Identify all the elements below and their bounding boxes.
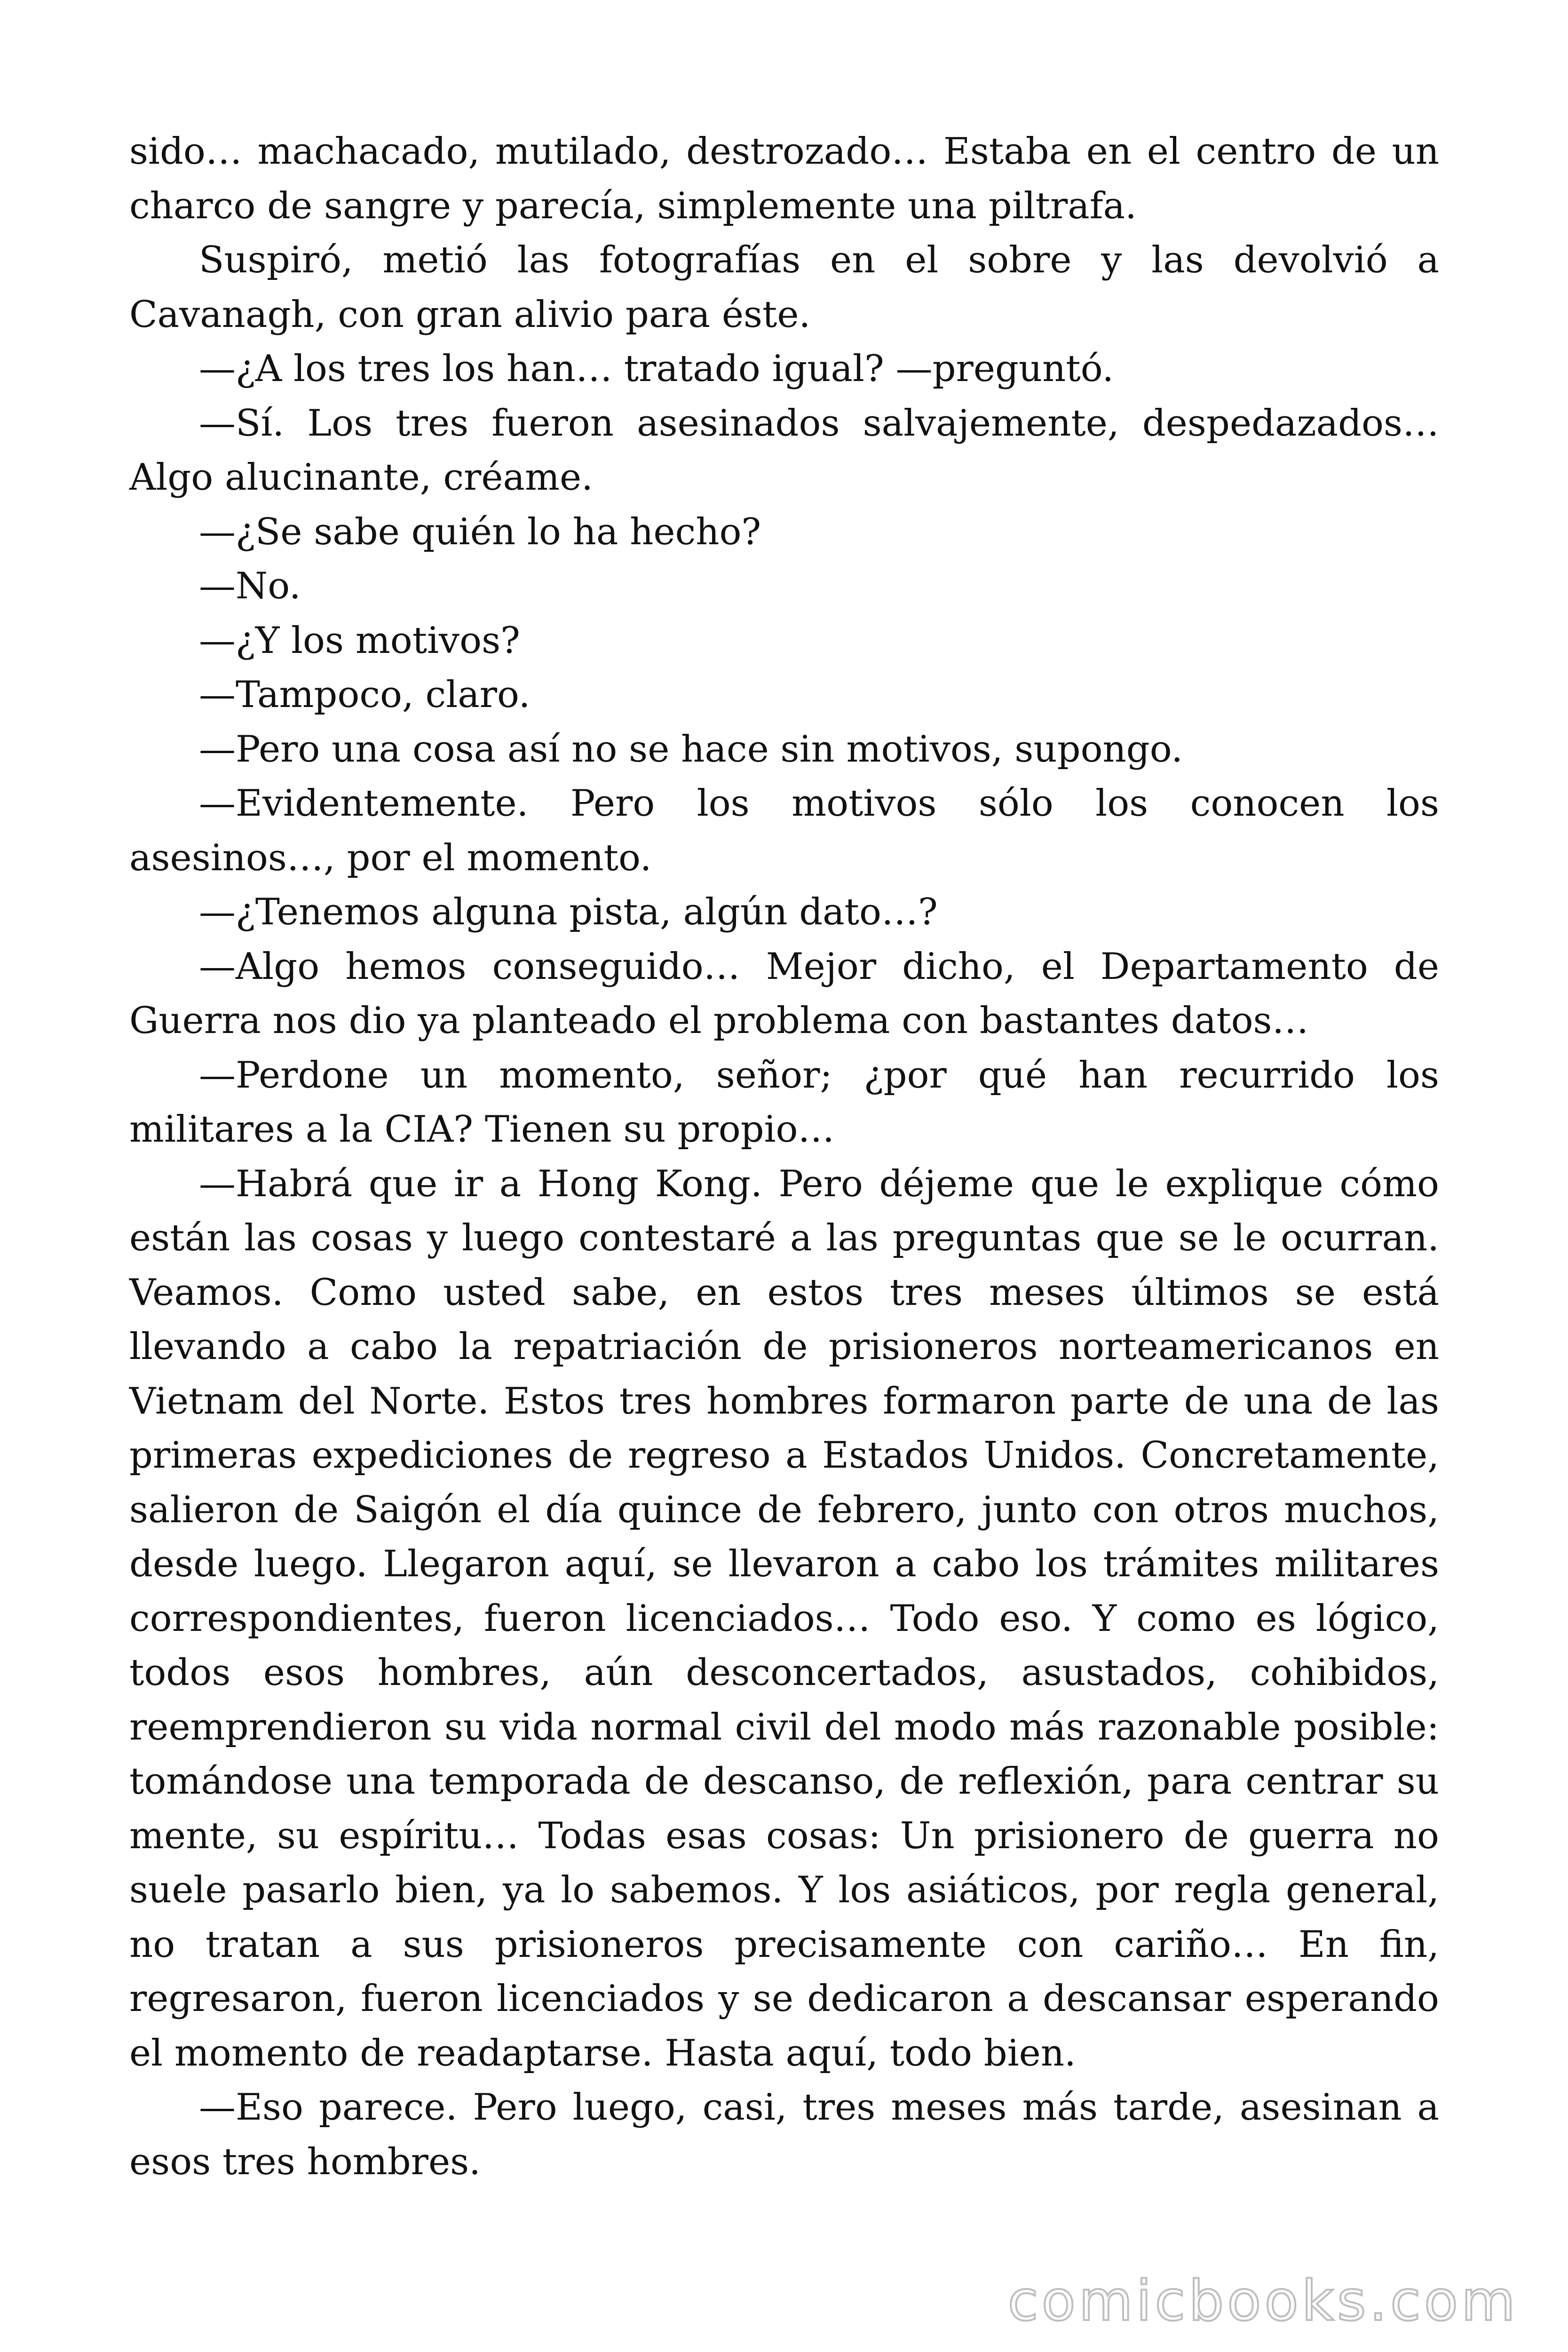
paragraph: —Algo hemos conseguido… Mejor dicho, el Departamento de Guerra nos dio ya planteado el problema con bastantes datos…	[129, 945, 1439, 1042]
paragraph: —¿A los tres los han… tratado igual? —preguntó.	[199, 348, 1114, 390]
paragraph: —Sí. Los tres fueron asesinados salvajemente, despedazados… Algo alucinante, créame.	[129, 402, 1439, 499]
paragraph: —Tampoco, claro.	[199, 674, 531, 716]
paragraph: —Eso parece. Pero luego, casi, tres meses más tarde, asesinan a esos tres hombres.	[129, 2086, 1439, 2183]
paragraph: —Perdone un momento, señor; ¿por qué han recurrido los militares a la CIA? Tienen su propio…	[129, 1054, 1439, 1151]
paragraph: —No.	[199, 565, 301, 607]
paragraph: —¿Se sabe quién lo ha hecho?	[199, 510, 761, 553]
paragraph: —Habrá que ir a Hong Kong. Pero déjeme que le explique cómo están las cosas y luego contestaré a las preguntas que se le ocurran. Veamos. Como usted sabe, en estos tres meses últimos se está llevando a cabo la repatriación de prisioneros norteamericanos en Vietnam del Norte. Estos tres hombres formaron parte de una de las primeras expediciones de regreso a Estados Unidos. Concretamente, salieron de Saigón el día quince de febrero, junto con otros muchos, desde luego. Llegaron aquí, se llevaron a cabo los trámites militares correspondientes, fueron licenciados… Todo eso. Y como es lógico, todos esos hombres, aún desconcertados, asustados, cohibidos, reemprendieron su vida normal civil del modo más razonable posible: tomándose una temporada de descanso, de reflexión, para centrar su mente, su espíritu… Todas esas cosas: Un prisionero de guerra no suele pasarlo bien, ya lo sabemos. Y los asiáticos, por regla general, no tratan a sus prisioneros precisamente con cariño… En fin, regresaron, fueron licenciados y se dedicaron a descansar esperando el momento de readaptarse. Hasta aquí, todo bien.	[129, 1162, 1439, 2074]
paragraph: —Pero una cosa así no se hace sin motivos, supongo.	[199, 728, 1183, 771]
watermark: comicbooks.com	[1007, 2268, 1519, 2333]
paragraph: —Evidentemente. Pero los motivos sólo los conocen los asesinos…, por el momento.	[129, 782, 1439, 879]
paragraph: sido… machacado, mutilado, destrozado… Estaba en el centro de un charco de sangre y parecía, simplemente una piltrafa.	[129, 130, 1439, 227]
paragraph: —¿Y los motivos?	[199, 619, 520, 662]
paragraph: Suspiró, metió las fotografías en el sobre y las devolvió a Cavanagh, con gran alivio para éste.	[129, 239, 1439, 336]
paragraph: —¿Tenemos alguna pista, algún dato…?	[199, 891, 938, 933]
page-body	[129, 125, 1439, 2189]
